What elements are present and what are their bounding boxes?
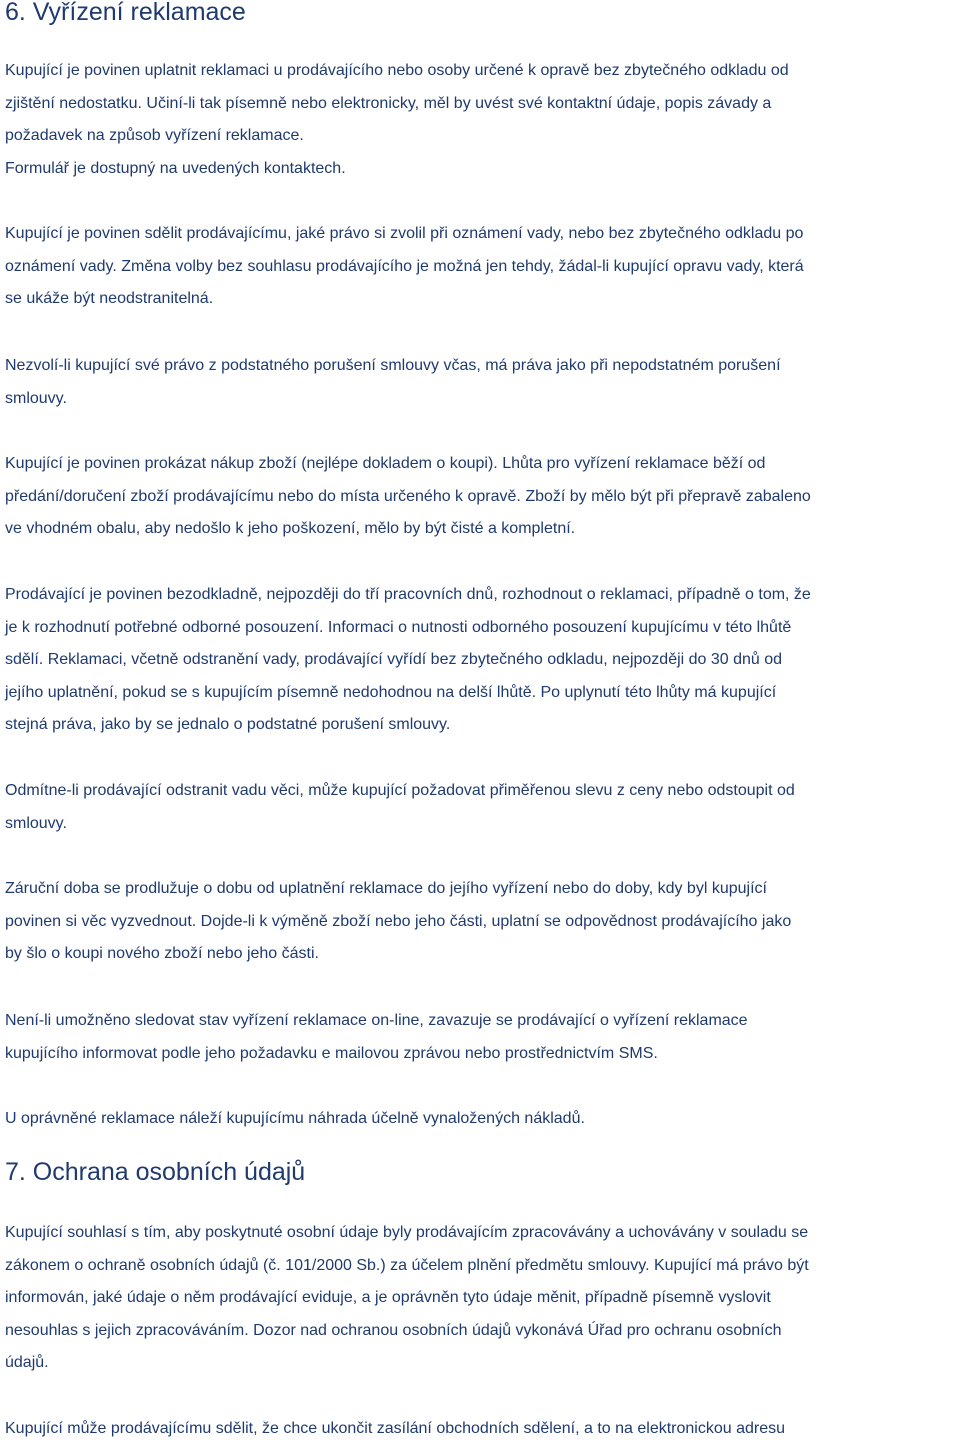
text-line: Kupující je povinen sdělit prodávajícímu, jaké právo si zvolil při oznámení vady, nebo bez zbytečného odkladu po: [5, 225, 804, 242]
paragraph: [5, 579, 960, 742]
text-line: Není-li umožněno sledovat stav vyřízení reklamace on-line, zavazuje se prodávající o vyřízení reklamace: [5, 1012, 748, 1029]
section-heading-complaints: 6. Vyřízení reklamace: [5, 0, 246, 26]
paragraph: [5, 873, 960, 971]
text-line: Kupující je povinen prokázat nákup zboží (nejlépe dokladem o koupi). Lhůta pro vyřízení reklamace běží od: [5, 455, 766, 472]
text-line: U oprávněné reklamace náleží kupujícímu náhrada účelně vynaložených nákladů.: [5, 1110, 585, 1127]
text-line: požadavek na způsob vyřízení reklamace.: [5, 127, 304, 145]
section-heading-data-protection: 7. Ochrana osobních údajů: [5, 1158, 306, 1186]
paragraph: [5, 1413, 960, 1446]
text-line: sdělí. Reklamaci, včetně odstranění vady, prodávající vyřídí bez zbytečného odkladu, nejpozději do 30 dnů od: [5, 651, 783, 669]
text-line: kupujícího informovat podle jeho požadavku e mailovou zprávou nebo prostřednictvím SMS.: [5, 1044, 658, 1062]
text-line: ve vhodném obalu, aby nedošlo k jeho poškození, mělo by být čisté a kompletní.: [5, 520, 576, 538]
text-line: Formulář je dostupný na uvedených kontaktech.: [5, 159, 346, 177]
text-line: Kupující souhlasí s tím, aby poskytnuté osobní údaje byly prodávajícím zpracovávány a uchovávány v souladu se: [5, 1224, 809, 1241]
paragraph: [5, 218, 960, 316]
text-line: zákonem o ochraně osobních údajů (č. 101/2000 Sb.) za účelem plnění předmětu smlouvy. Kupující má právo být: [5, 1256, 809, 1274]
paragraph: [5, 350, 960, 415]
text-line: Kupující může prodávajícímu sdělit, že chce ukončit zasílání obchodních sdělení, a to na elektronickou adresu: [5, 1420, 785, 1437]
text-line: údajů.: [5, 1354, 49, 1372]
text-line: předání/doručení zboží prodávajícímu nebo do místa určeného k opravě. Zboží by mělo být při přepravě zabaleno: [5, 487, 811, 505]
paragraph: [5, 1005, 960, 1070]
text-line: povinen si věc vyzvednout. Dojde-li k výměně zboží nebo jeho části, uplatní se odpovědnost prodávajícího jako: [5, 912, 792, 930]
text-line: stejná práva, jako by se jednalo o podstatné porušení smlouvy.: [5, 716, 451, 734]
text-line: smlouvy.: [5, 389, 67, 407]
text-line: je k rozhodnutí potřebné odborné posouzení. Informaci o nutnosti odborného posouzení kupujícímu v této lhůtě: [5, 618, 792, 636]
text-line: by šlo o koupi nového zboží nebo jeho části.: [5, 945, 319, 963]
paragraph: [5, 775, 960, 840]
text-line: oznámení vady. Změna volby bez souhlasu prodávajícího je možná jen tehdy, žádal-li kupující opravu vady, která: [5, 257, 804, 275]
paragraph: [5, 448, 960, 546]
text-line: Prodávající je povinen bezodkladně, nejpozději do tří pracovních dnů, rozhodnout o reklamaci, případně o tom, že: [5, 586, 811, 603]
text-line: Odmítne-li prodávající odstranit vadu věci, může kupující požadovat přiměřenou slevu z ceny nebo odstoupit od: [5, 782, 795, 799]
paragraph: [5, 1103, 960, 1136]
text-line: nesouhlas s jejich zpracováváním. Dozor nad ochranou osobních údajů vykonává Úřad pro ochranu osobních: [5, 1321, 782, 1339]
text-line: Záruční doba se prodlužuje o dobu od uplatnění reklamace do jejího vyřízení nebo do doby, kdy byl kupující: [5, 880, 767, 897]
paragraph: [5, 1217, 960, 1380]
text-line: se ukáže být neodstranitelná.: [5, 290, 214, 308]
text-line: Kupující je povinen uplatnit reklamaci u prodávajícího nebo osoby určené k opravě bez zbytečného odkladu od: [5, 62, 789, 79]
text-line: jejího uplatnění, pokud se s kupujícím písemně nedohodnou na delší lhůtě. Po uplynutí této lhůty má kupující: [5, 683, 777, 701]
text-line: Nezvolí-li kupující své právo z podstatného porušení smlouvy včas, má práva jako při nepodstatném porušení: [5, 357, 781, 374]
text-line: zjištění nedostatku. Učiní-li tak písemně nebo elektronicky, měl by uvést své kontaktní údaje, popis závady a: [5, 94, 772, 112]
text-line: smlouvy.: [5, 814, 67, 832]
paragraph: [5, 55, 960, 185]
text-line: informován, jaké údaje o něm prodávající eviduje, a je oprávněn tyto údaje měnit, případně písemně vyslovit: [5, 1289, 771, 1307]
